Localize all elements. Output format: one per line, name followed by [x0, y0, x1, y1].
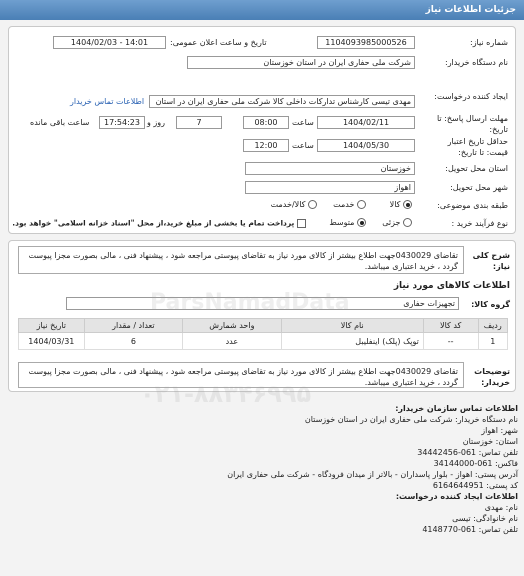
cell-row: 1 — [478, 333, 507, 350]
item-group-field[interactable]: تجهیزات حفاری — [66, 297, 459, 310]
cell-name: توپک (پلک) اینفلیبل — [281, 333, 423, 350]
items-section-title: اطلاعات کالاهای مورد نیاز — [393, 281, 510, 291]
validity-label: حداقل تاریخ اعتبار قیمت: تا تاریخ: — [447, 137, 508, 157]
remaining-time-field: 17:54:23 — [99, 116, 145, 129]
buyer-notes-text: تقاضای 0430029جهت اطلاع بیشتر از کالای مورد نیاز به تقاضای پیوستی مراجعه شود ، پیشنهاد فنی ، مالی بصورت مجزا پیوست گردد ، خرید اعتباری میباشد. — [18, 362, 464, 388]
checkbox-icon — [297, 219, 306, 228]
city-field[interactable]: اهواز — [245, 181, 415, 194]
col-code: کد کالا — [423, 319, 478, 333]
requester-info-title: اطلاعات ایجاد کننده درخواست: — [395, 492, 518, 501]
summary-text: تقاضای 0430029جهت اطلاع بیشتر از کالای مورد نیاز به تقاضای پیوستی مراجعه شود ، پیشنهاد فنی ، مالی بصورت مجزا پیوست گردد ، خرید اعتباری میباشد. — [18, 246, 464, 274]
deadline-days-label: روز و — [147, 118, 165, 127]
category-option-service[interactable]: خدمت — [333, 200, 366, 209]
watermark-phone: ۰۲۱-۸۸۳۴۶۹۹۵ — [140, 380, 312, 408]
city-label: شهر محل تحویل: — [450, 183, 508, 192]
validity-date-field[interactable]: 1404/05/30 — [317, 139, 415, 152]
deadline-days-field: 7 — [176, 116, 222, 129]
requester-first-name: نام: مهدی — [484, 503, 518, 512]
requester-label: ایجاد کننده درخواست: — [434, 92, 508, 101]
category-option-goods[interactable]: کالا — [390, 200, 412, 209]
requester-last-name: نام خانوادگی: تیسی — [452, 514, 518, 523]
radio-selected-icon — [403, 200, 412, 209]
radio-icon — [357, 200, 366, 209]
col-qty: تعداد / مقدار — [84, 319, 182, 333]
deadline-time-field[interactable]: 08:00 — [243, 116, 289, 129]
page-title: جزئیات اطلاعات نیاز — [0, 0, 524, 20]
contact-postal-code: کد پستی: 6164644951 — [432, 481, 518, 490]
remaining-time-label: ساعت باقی مانده — [30, 118, 90, 127]
validity-time-label: ساعت — [292, 141, 314, 150]
col-date: تاریخ نیاز — [19, 319, 85, 333]
province-label: استان محل تحویل: — [445, 164, 508, 173]
contact-section — [0, 398, 524, 576]
buyer-contact-link[interactable]: اطلاعات تماس خریدار — [70, 97, 145, 106]
cell-unit: عدد — [183, 333, 281, 350]
watermark-brand: ParsNamadData — [150, 290, 350, 315]
treasury-payment-checkbox[interactable]: پرداخت تمام یا بخشی از مبلغ خرید،از محل "اسناد خزانه اسلامی" خواهد بود. — [12, 218, 306, 228]
contact-address: آدرس پستی: اهواز - بلوار پاسداران - بالاتر از میدان فرودگاه - شرکت ملی حفاری ایران — [227, 470, 518, 479]
contact-buyer-org: نام دستگاه خریدار: شرکت ملی حفاری ایران در استان خوزستان — [304, 415, 518, 424]
cell-date: 1404/03/31 — [19, 333, 85, 350]
radio-selected-icon — [357, 218, 366, 227]
buyer-org-field[interactable]: شرکت ملی حفاری ایران در استان خوزستان — [187, 56, 415, 69]
col-unit: واحد شمارش — [183, 319, 281, 333]
announce-date-field[interactable]: 1404/02/03 - 14:01 — [53, 36, 166, 49]
process-option-minor[interactable]: جزئی — [382, 218, 412, 227]
table-row[interactable] — [19, 333, 508, 350]
deadline-date-field[interactable]: 1404/02/11 — [317, 116, 415, 129]
contact-phone: تلفن تماس: 061-34442456 — [417, 448, 518, 457]
need-number-field[interactable]: 1104093985000526 — [317, 36, 415, 49]
contact-province: استان: خوزستان — [462, 437, 518, 446]
process-option-medium[interactable]: متوسط — [329, 218, 366, 227]
deadline-label: مهلت ارسال پاسخ: تا تاریخ: — [436, 114, 508, 134]
buyer-notes-label: توضیحات خریدار: — [474, 367, 510, 387]
validity-time-field[interactable]: 12:00 — [243, 139, 289, 152]
cell-code: -- — [423, 333, 478, 350]
deadline-time-label: ساعت — [292, 118, 314, 127]
buyer-org-label: نام دستگاه خریدار: — [445, 58, 508, 67]
requester-phone: تلفن تماس: 061-4148770 — [422, 525, 518, 534]
radio-icon — [308, 200, 317, 209]
col-name: نام کالا — [281, 319, 423, 333]
category-option-both[interactable]: کالا/خدمت — [271, 200, 317, 209]
contact-fax: فاکس: 061-34144000 — [433, 459, 518, 468]
province-field[interactable]: خوزستان — [245, 162, 415, 175]
contact-title: اطلاعات تماس سازمان خریدار: — [395, 404, 518, 413]
process-label: نوع فرآیند خرید : — [451, 219, 508, 228]
category-label: طبقه بندی موضوعی: — [437, 201, 508, 210]
requester-field[interactable]: مهدی تیسی کارشناس تدارکات داخلی کالا شرکت ملی حفاری ایران در استان — [149, 95, 415, 108]
summary-label: شرح کلی نیاز: — [472, 251, 510, 271]
item-group-label: گروه کالا: — [471, 300, 510, 309]
cell-qty: 6 — [84, 333, 182, 350]
col-row: ردیف — [478, 319, 507, 333]
items-table — [18, 318, 508, 350]
radio-icon — [403, 218, 412, 227]
announce-date-label: تاریخ و ساعت اعلان عمومی: — [170, 38, 267, 47]
table-header-row — [19, 319, 508, 333]
contact-city: شهر: اهواز — [481, 426, 518, 435]
need-number-label: شماره نیاز: — [470, 38, 508, 47]
